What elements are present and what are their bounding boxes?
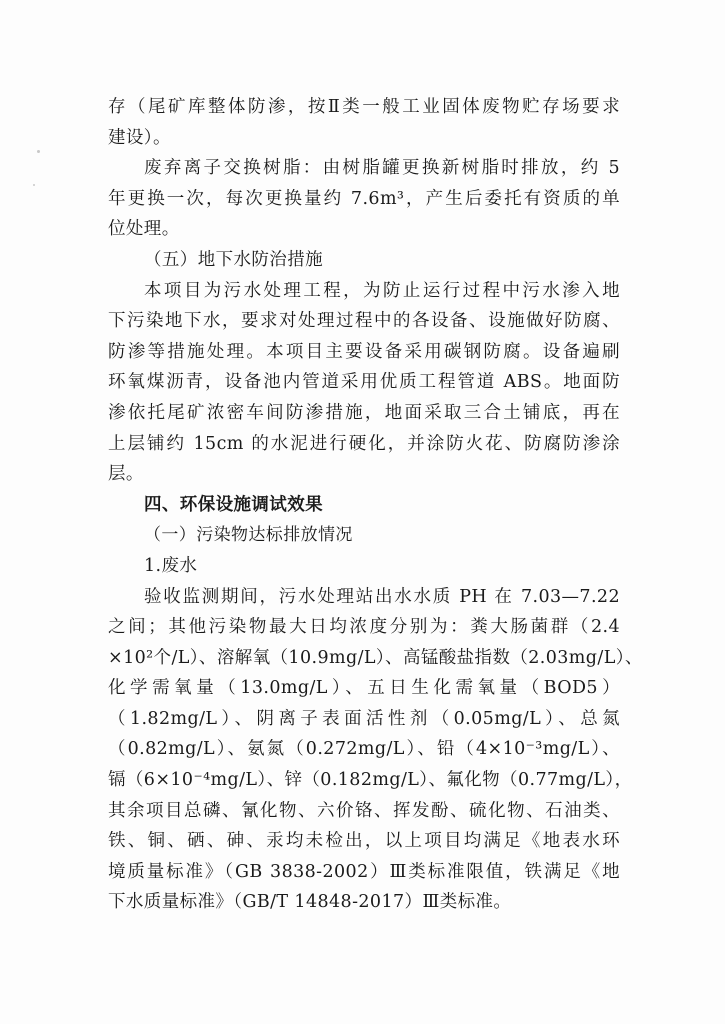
text-line: 废弃离子交换树脂：由树脂罐更换新树脂时排放，约 5: [144, 158, 620, 179]
text-line: （0.82mg/L）、氨氮（0.272mg/L）、铅（4×10⁻³mg/L）、: [108, 739, 620, 760]
text-line: 其余项目总磷、氰化物、六价铬、挥发酚、硫化物、石油类、: [108, 800, 620, 821]
item-heading: （五）地下水防治措施: [144, 249, 323, 270]
text-line: 防渗等措施处理。本项目主要设备采用碳钢防腐。设备遍刷: [108, 341, 620, 362]
text-line: 境质量标准》（GB 3838-2002）Ⅲ类标准限值，铁满足《地: [108, 861, 620, 882]
document-body: [108, 92, 643, 918]
text-line: 层。: [108, 464, 144, 485]
subsection-heading: （一）污染物达标排放情况: [144, 525, 353, 546]
text-line: 化学需氧量（13.0mg/L）、五日生化需氧量（BOD5）: [108, 678, 620, 699]
text-line: 本项目为污水处理工程，为防止运行过程中污水渗入地: [144, 280, 620, 301]
text-line: 镉（6×10⁻⁴mg/L）、锌（0.182mg/L）、氟化物（0.77mg/L），: [108, 770, 633, 791]
text-line: 年更换一次，每次更换量约 7.6m³，产生后委托有资质的单: [108, 188, 620, 209]
text-line: 铁、铜、硒、砷、汞均未检出，以上项目均满足《地表水环: [108, 831, 620, 852]
text-line: 上层铺约 15cm 的水泥进行硬化，并涂防火花、防腐防渗涂: [108, 433, 620, 454]
text-line: 下水质量标准》（GB/T 14848-2017）Ⅲ类标准。: [108, 892, 512, 913]
text-line: 存（尾矿库整体防渗，按Ⅱ类一般工业固体废物贮存场要求: [108, 97, 620, 117]
text-line: 环氧煤沥青，设备池内管道采用优质工程管道 ABS。地面防: [108, 372, 620, 393]
text-line: ×10²个/L）、溶解氧（10.9mg/L）、高锰酸盐指数（2.03mg/L）、: [108, 647, 643, 668]
text-line: 之间；其他污染物最大日均浓度分别为：粪大肠菌群（2.4: [108, 617, 620, 638]
scan-speck: [33, 184, 35, 186]
text-line: 下污染地下水，要求对处理过程中的各设备、设施做好防腐、: [108, 311, 620, 332]
text-line: （1.82mg/L）、阴离子表面活性剂（0.05mg/L）、总氮: [108, 708, 620, 729]
text-line: 渗依托尾矿浓密车间防渗措施，地面采取三合土铺底，再在: [108, 402, 620, 423]
section-heading: 四、环保设施调试效果: [144, 494, 323, 515]
text-line: 验收监测期间，污水处理站出水水质 PH 在 7.03—7.22: [144, 586, 620, 607]
text-line: 建设）。: [108, 127, 171, 148]
item-heading: 1.废水: [144, 555, 198, 576]
text-line: 位处理。: [108, 219, 180, 240]
scan-speck: [37, 150, 40, 153]
